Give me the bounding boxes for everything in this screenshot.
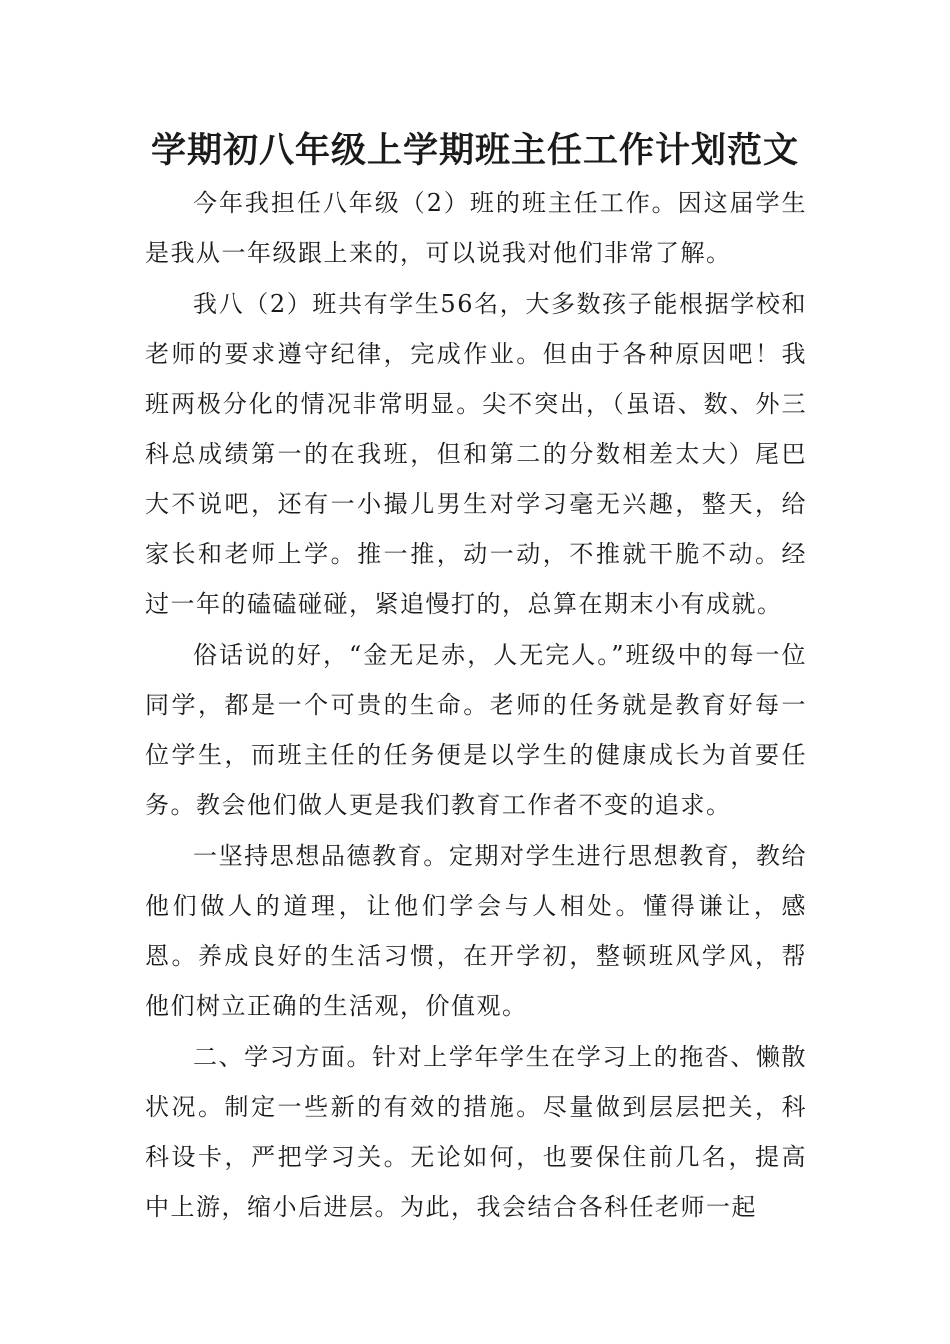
document-title: 学期初八年级上学期班主任工作计划范文 — [150, 130, 799, 171]
paragraph-2: 我八（2）班共有学生56名，大多数孩子能根据学校和老师的要求遵守纪律，完成作业。但由于各种原因吧！我班两极分化的情况非常明显。尖不突出，（虽语、数、外三科总成绩第一的在我班，但和第二的分数相差太大）尾巴大不说吧，还有一小撮儿男生对学习毫无兴趣，整天，给家长和老师上学。推一推，动一动，不推就干脆不动。经过一年的磕磕碰碰，紧追慢打的，总算在期末小有成就。 — [145, 290, 807, 618]
paragraph-1: 今年我担任八年级（2）班的班主任工作。因这届学生是我从一年级跟上来的，可以说我对他们非常了解。 — [145, 189, 807, 267]
document-body — [145, 178, 807, 1232]
paragraph-5: 二、学习方面。针对上学年学生在学习上的拖沓、懒散状况。制定一些新的有效的措施。尽量做到层层把关，科科设卡，严把学习关。无论如何，也要保住前几名，提高中上游，缩小后进层。为此，我会结合各科任老师一起 — [145, 1043, 807, 1221]
paragraph-3: 俗话说的好，“金无足赤，人无完人。”班级中的每一位同学，都是一个可贵的生命。老师的任务就是教育好每一位学生，而班主任的任务便是以学生的健康成长为首要任务。教会他们做人更是我们教育工作者不变的追求。 — [145, 641, 807, 819]
paragraph-4: 一坚持思想品德教育。定期对学生进行思想教育，教给他们做人的道理，让他们学会与人相处。懂得谦让，感恩。养成良好的生活习惯，在开学初，整顿班风学风，帮他们树立正确的生活观，价值观。 — [145, 842, 807, 1020]
